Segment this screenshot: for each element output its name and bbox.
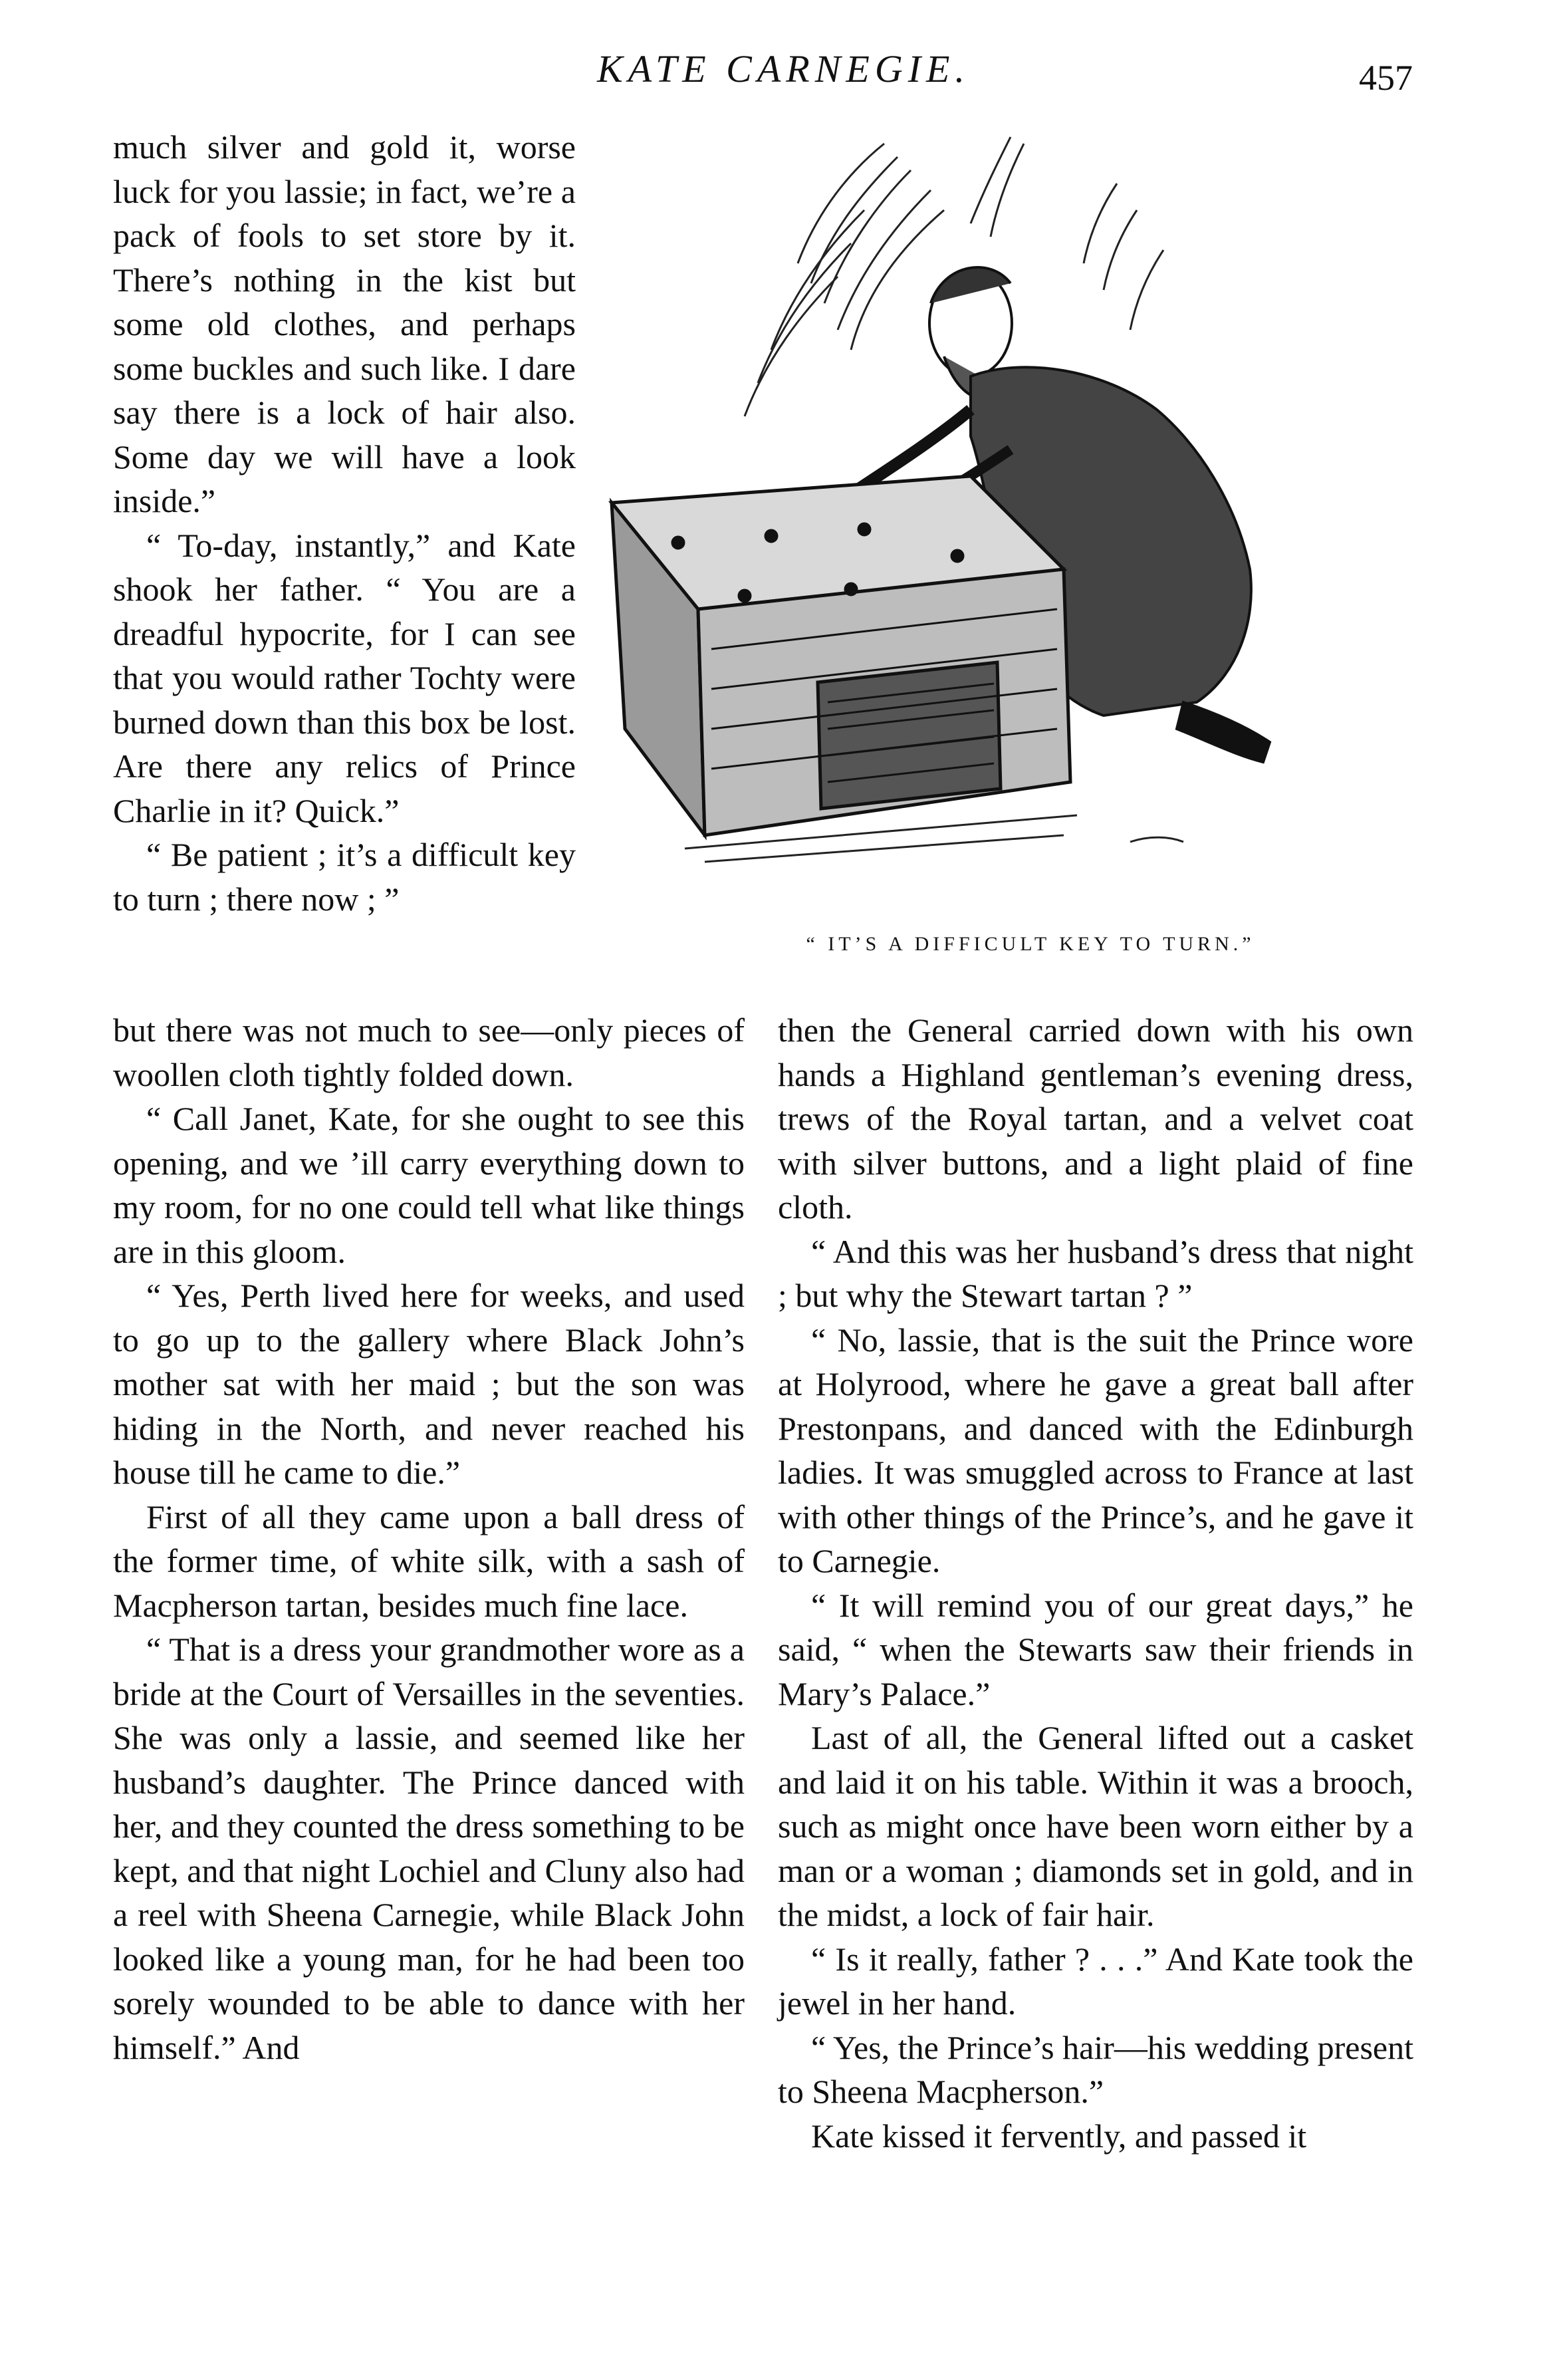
page-number: 457 xyxy=(1359,58,1413,98)
paragraph: “ To-day, instantly,” and Kate shook her father. “ You are a dreadful hypocrite, for I can see that you would rather Tochty were burned down than this box be lost. Are there any relics of Prince Charlie in it? Quick.” xyxy=(113,526,576,829)
paragraph: “ Is it really, father ? . . .” And Kate took the jewel in her hand. xyxy=(778,1940,1413,2022)
paragraph: “ No, lassie, that is the suit the Prince wore at Holyrood, where he gave a great ball after Prestonpans, and danced with the Edinburgh ladies. It was smuggled across to France at last with other things of the Prince’s, and he gave it to Carnegie. xyxy=(778,1321,1413,1579)
paragraph: but there was not much to see—only pieces of woollen cloth tightly folded down. xyxy=(113,1011,745,1093)
illustration-caption: “ IT’S A DIFFICULT KEY TO TURN.” xyxy=(806,933,1255,955)
paragraph: First of all they came upon a ball dress of the former time, of white silk, with a sash of Macpherson tartan, besides much fine lace. xyxy=(113,1498,745,1624)
paragraph: then the General carried down with his own hands a Highland gentleman’s evening dress, trews of the Royal tartan, and a velvet coat with silver buttons, and a light plaid of fine cloth. xyxy=(778,1011,1413,1226)
paragraph: “ It will remind you of our great days,” he said, “ when the Stewarts saw their friends in Mary’s Palace.” xyxy=(778,1586,1413,1712)
paragraph: “ That is a dress your grandmother wore as a bride at the Court of Versailles in the seventies. She was only a lassie, and seemed like her husband’s daughter. The Prince danced with her, and they counted the dress something to be kept, and that night Lochiel and Cluny also had a reel with Sheena Carnegie, while Black John looked like a young man, for he had been too sorely wounded to be able to dance with her himself.” And xyxy=(113,1631,745,2066)
paragraph: much silver and gold it, worse luck for you lassie; in fact, we’re a pack of fools to set store by it. There’s nothing in the kist but some old clothes, and perhaps some buckles and such like. I dare say there is a lock of hair also. Some day we will have a look inside.” xyxy=(113,128,576,519)
paragraph: “ Yes, the Prince’s hair—his wedding present to Sheena Macpherson.” xyxy=(778,2028,1413,2110)
paragraph: Kate kissed it fervently, and passed it xyxy=(811,2117,1307,2155)
chest-illustration xyxy=(598,130,1417,926)
paragraph: Last of all, the General lifted out a casket and laid it on his table. Within it was a brooch, such as might once have been worn either by a man or a woman ; diamonds set in gold, and in the midst, a lock of fair hair. xyxy=(778,1719,1413,1933)
illustration-drawing xyxy=(598,130,1417,926)
running-title: KATE CARNEGIE. xyxy=(597,47,970,90)
paragraph: “ Call Janet, Kate, for she ought to see this opening, and we ’ill carry everything down to my room, for no one could tell what like things are in this gloom. xyxy=(113,1100,745,1270)
paragraph: “ Be patient ; it’s a difficult key to turn ; there now ; ” xyxy=(113,836,576,918)
paragraph: “ Yes, Perth lived here for weeks, and used to go up to the gallery where Black John’s mother sat with her maid ; but the son was hiding in the North, and never reached his house till he came to die.” xyxy=(113,1277,745,1491)
wooden-chest xyxy=(612,476,1070,835)
left-column xyxy=(113,1008,745,2069)
paragraph: “ And this was her husband’s dress that night ; but why the Stewart tartan ? ” xyxy=(778,1232,1413,1314)
text-beside-illustration xyxy=(113,125,576,921)
right-column xyxy=(778,1008,1413,2158)
